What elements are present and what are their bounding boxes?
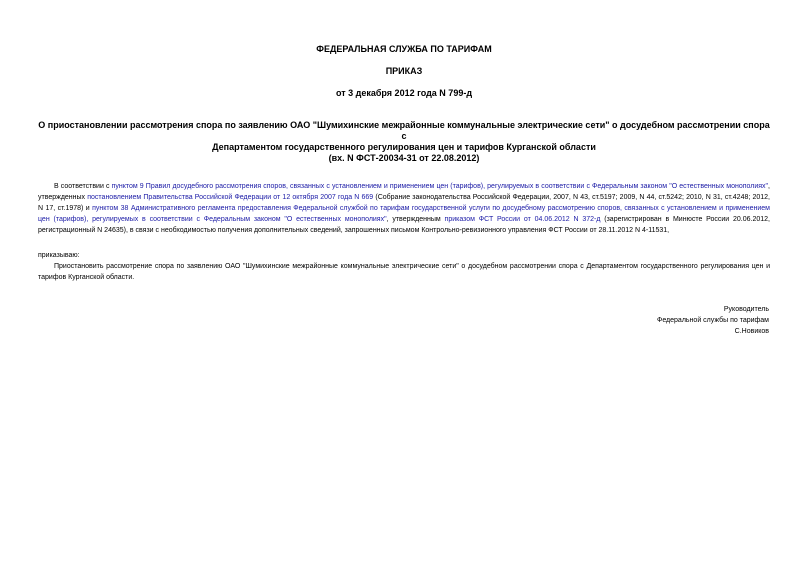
organization-title: ФЕДЕРАЛЬНАЯ СЛУЖБА ПО ТАРИФАМ xyxy=(316,44,492,54)
subject-line-3: (вх. N ФСТ-20034-31 от 22.08.2012) xyxy=(328,153,480,163)
paragraph-order-text: Приостановить рассмотрение спора по заявлению ОАО "Шумихинские межрайонные коммунальные электрические сети" о досудебном рассмотрении спора с Департаментом государственного регулирования цен и тарифов Курганской области. xyxy=(38,263,770,281)
text-segment: , утвержденных xyxy=(38,183,770,201)
text-segment: (Собрание законодательства Российской Федерации, 2007, N 43, ст.5197; 2009, N 44, ст.5242; 2010, N 31, ст.4248; 2012, N 17, ст.1978) и xyxy=(38,194,771,212)
signature-position-line-1: Руководитель xyxy=(723,306,769,313)
document-date-number: от 3 декабря 2012 года N 799-д xyxy=(335,88,473,98)
document-body xyxy=(38,0,770,283)
text-segment: , утвержденным xyxy=(386,216,445,223)
link-government-decree-669[interactable]: постановлением Правительства Российской Федерации от 12 октября 2007 года N 669 xyxy=(87,194,374,201)
paragraph-order-word: приказываю: xyxy=(38,252,80,259)
text-segment: В соответствии с xyxy=(54,183,112,190)
signature-position-line-2: Федеральной службы по тарифам xyxy=(657,317,769,324)
signature-block xyxy=(657,304,769,337)
text-segment: (зарегистрирован в Минюсте России 20.06.2012, регистрационный N 24635), в связи с необходимостью получения дополнительных сведений, запрошенных письмом Контрольно-ревизионного управления ФСТ России от 28.11.2012 N 4-11531, xyxy=(38,216,771,234)
paragraph-basis xyxy=(38,181,770,236)
document-subject xyxy=(38,120,770,164)
link-fst-order-372[interactable]: приказом ФСТ России от 04.06.2012 N 372-д xyxy=(444,216,601,223)
subject-line-1: О приостановлении рассмотрения спора по заявлению ОАО "Шумихинские межрайонные коммунальные электрические сети" о досудебном рассмотрении спора с xyxy=(38,120,770,141)
link-regulation-point-38[interactable]: пунктом 38 Административного регламента предоставления Федеральной службой по тарифам государственной услуги по досудебному рассмотрению споров, связанных с установлением и применением цен (тарифов), регулируемых в соответствии с Федеральным законом "О естественных монополиях" xyxy=(38,205,770,223)
link-rules-point-9[interactable]: пунктом 9 Правил досудебного рассмотрения споров, связанных с установлением и применением цен (тарифов), регулируемых в соответствии с Федеральным законом "О естественных монополиях" xyxy=(111,183,769,190)
signature-name: С.Новиков xyxy=(734,328,769,335)
document-type: ПРИКАЗ xyxy=(385,66,423,76)
subject-line-2: Департаментом государственного регулирования цен и тарифов Курганской области xyxy=(212,142,596,152)
